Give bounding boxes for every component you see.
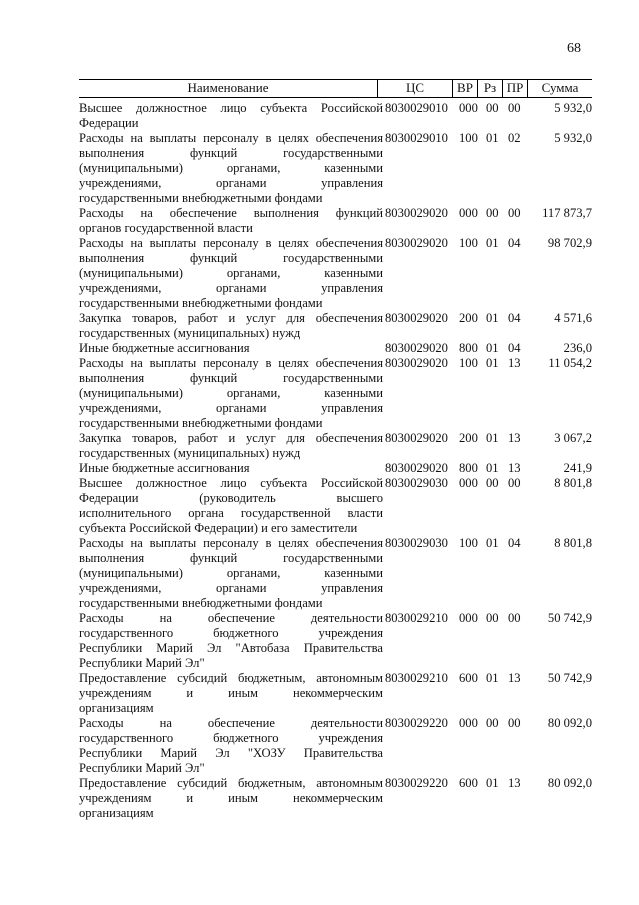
- row-name-line: государственными внебюджетными фондами: [79, 416, 323, 430]
- row-name-line: организациям: [79, 806, 154, 820]
- row-name-line: (муниципальными) органами, казенными: [79, 266, 383, 280]
- row-name: [79, 236, 383, 311]
- row-pr: 13: [508, 671, 521, 685]
- table-row: [79, 776, 592, 821]
- row-rz: 01: [486, 356, 499, 370]
- row-name: [79, 716, 383, 776]
- table-row: [79, 101, 592, 131]
- row-rz: 01: [486, 461, 499, 475]
- row-cs: 8030029020: [385, 461, 448, 475]
- row-rz: 01: [486, 311, 499, 325]
- row-rz: 00: [486, 611, 499, 625]
- row-name-line: учреждениями, органами управления: [79, 176, 383, 190]
- row-name-line: учреждениями, органами управления: [79, 401, 383, 415]
- table-row: [79, 131, 592, 206]
- header-name: Наименование: [187, 80, 269, 95]
- table-row: [79, 431, 592, 461]
- table-row: [79, 311, 592, 341]
- table-row: [79, 236, 592, 311]
- row-name: [79, 206, 383, 236]
- row-cs: 8030029210: [385, 611, 448, 625]
- row-sum: 4 571,6: [554, 311, 592, 325]
- row-name-line: государственных (муниципальных) нужд: [79, 326, 301, 340]
- row-sum: 80 092,0: [547, 716, 592, 730]
- row-name-line: Расходы на выплаты персоналу в целях обеспечения: [79, 536, 383, 550]
- row-rz: 00: [486, 716, 499, 730]
- row-rz: 01: [486, 131, 499, 145]
- row-pr: 00: [508, 206, 521, 220]
- page-number: 68: [567, 41, 581, 56]
- row-name: [79, 311, 383, 341]
- row-rz: 00: [486, 206, 499, 220]
- header-rz: Рз: [477, 80, 502, 97]
- row-cs: 8030029020: [385, 356, 448, 370]
- row-vr: 200: [459, 311, 478, 325]
- row-name-line: Республики Марий Эл": [79, 761, 205, 775]
- row-rz: 01: [486, 341, 499, 355]
- row-sum: 5 932,0: [554, 101, 592, 115]
- row-rz: 01: [486, 671, 499, 685]
- row-name: [79, 356, 383, 431]
- row-name-line: Иные бюджетные ассигнования: [79, 461, 250, 475]
- row-sum: 80 092,0: [547, 776, 592, 790]
- row-rz: 00: [486, 101, 499, 115]
- table-row: [79, 356, 592, 431]
- header-vr: ВР: [452, 80, 477, 97]
- row-cs: 8030029010: [385, 131, 448, 145]
- row-cs: 8030029030: [385, 476, 448, 490]
- row-pr: 04: [508, 536, 521, 550]
- table-body: [79, 98, 592, 821]
- row-name-line: государственными внебюджетными фондами: [79, 596, 323, 610]
- row-rz: 01: [486, 536, 499, 550]
- table-header: [79, 79, 592, 98]
- row-name-line: государственного бюджетного учреждения: [79, 626, 383, 640]
- row-sum: 50 742,9: [547, 671, 592, 685]
- row-vr: 800: [459, 461, 478, 475]
- header-pr: ПР: [502, 80, 527, 97]
- row-name-line: Республики Марий Эл "ХОЗУ Правительства: [79, 746, 383, 760]
- row-name-line: Расходы на выплаты персоналу в целях обеспечения: [79, 236, 383, 250]
- row-name-line: органов государственной власти: [79, 221, 253, 235]
- row-name-line: государственного бюджетного учреждения: [79, 731, 383, 745]
- row-sum: 11 054,2: [548, 356, 592, 370]
- budget-table: [79, 79, 592, 821]
- row-pr: 13: [508, 776, 521, 790]
- table-row: [79, 716, 592, 776]
- row-pr: 00: [508, 716, 521, 730]
- row-name-line: Закупка товаров, работ и услуг для обеспечения: [79, 311, 383, 325]
- row-sum: 117 873,7: [542, 206, 592, 220]
- row-name: [79, 776, 383, 821]
- row-pr: 13: [508, 461, 521, 475]
- row-name-line: Расходы на обеспечение деятельности: [79, 716, 383, 730]
- row-name-line: Республики Марий Эл": [79, 656, 205, 670]
- row-vr: 000: [459, 716, 478, 730]
- row-name-line: Расходы на обеспечение выполнения функций: [79, 206, 383, 220]
- row-name-line: Республики Марий Эл "Автобаза Правительства: [79, 641, 383, 655]
- row-vr: 200: [459, 431, 478, 445]
- row-vr: 000: [459, 611, 478, 625]
- row-pr: 04: [508, 236, 521, 250]
- row-vr: 000: [459, 206, 478, 220]
- row-sum: 5 932,0: [554, 131, 592, 145]
- row-rz: 01: [486, 431, 499, 445]
- row-name-line: Федерации (руководитель высшего: [79, 491, 383, 505]
- row-rz: 00: [486, 476, 499, 490]
- row-sum: 8 801,8: [554, 476, 592, 490]
- table-row: [79, 671, 592, 716]
- row-name: [79, 476, 383, 536]
- row-cs: 8030029010: [385, 101, 448, 115]
- table-row: [79, 461, 592, 476]
- table-row: [79, 341, 592, 356]
- row-name-line: (муниципальными) органами, казенными: [79, 386, 383, 400]
- row-cs: 8030029020: [385, 236, 448, 250]
- row-name-line: выполнения функций государственными: [79, 551, 383, 565]
- row-name: [79, 431, 383, 461]
- row-sum: 50 742,9: [547, 611, 592, 625]
- row-name: [79, 611, 383, 671]
- table-row: [79, 611, 592, 671]
- row-name-line: Закупка товаров, работ и услуг для обеспечения: [79, 431, 383, 445]
- row-name: [79, 671, 383, 716]
- row-name-line: Расходы на обеспечение деятельности: [79, 611, 383, 625]
- row-pr: 04: [508, 341, 521, 355]
- row-cs: 8030029020: [385, 341, 448, 355]
- row-name-line: Предоставление субсидий бюджетным, автономным: [79, 776, 383, 790]
- row-name: [79, 536, 383, 611]
- header-sum: Сумма: [527, 80, 592, 97]
- row-name-line: (муниципальными) органами, казенными: [79, 161, 383, 175]
- row-sum: 236,0: [563, 341, 592, 355]
- row-cs: 8030029220: [385, 716, 448, 730]
- row-vr: 600: [459, 776, 478, 790]
- row-sum: 3 067,2: [554, 431, 592, 445]
- row-sum: 98 702,9: [547, 236, 592, 250]
- row-name-line: исполнительного органа государственной власти: [79, 506, 383, 520]
- row-name-line: Иные бюджетные ассигнования: [79, 341, 250, 355]
- row-pr: 13: [508, 356, 521, 370]
- row-sum: 241,9: [563, 461, 592, 475]
- row-name-line: организациям: [79, 701, 154, 715]
- row-name-line: Высшее должностное лицо субъекта Российской: [79, 476, 383, 490]
- row-pr: 00: [508, 101, 521, 115]
- row-pr: 04: [508, 311, 521, 325]
- row-vr: 000: [459, 476, 478, 490]
- row-vr: 100: [459, 356, 478, 370]
- row-name-line: учреждениями, органами управления: [79, 281, 383, 295]
- row-vr: 600: [459, 671, 478, 685]
- row-cs: 8030029030: [385, 536, 448, 550]
- row-name-line: (муниципальными) органами, казенными: [79, 566, 383, 580]
- row-pr: 02: [508, 131, 521, 145]
- row-cs: 8030029020: [385, 431, 448, 445]
- row-name-line: выполнения функций государственными: [79, 371, 383, 385]
- row-name-line: выполнения функций государственными: [79, 251, 383, 265]
- row-sum: 8 801,8: [554, 536, 592, 550]
- row-rz: 01: [486, 236, 499, 250]
- row-name-line: государственными внебюджетными фондами: [79, 191, 323, 205]
- row-name-line: Федерации: [79, 116, 139, 130]
- row-name-line: Расходы на выплаты персоналу в целях обеспечения: [79, 131, 383, 145]
- row-cs: 8030029020: [385, 206, 448, 220]
- row-name: [79, 131, 383, 206]
- table-row: [79, 206, 592, 236]
- row-name-line: выполнения функций государственными: [79, 146, 383, 160]
- row-pr: 13: [508, 431, 521, 445]
- row-cs: 8030029220: [385, 776, 448, 790]
- row-pr: 00: [508, 611, 521, 625]
- row-name-line: учреждениями, органами управления: [79, 581, 383, 595]
- row-vr: 000: [459, 101, 478, 115]
- row-cs: 8030029210: [385, 671, 448, 685]
- row-name-line: Предоставление субсидий бюджетным, автономным: [79, 671, 383, 685]
- row-pr: 00: [508, 476, 521, 490]
- row-vr: 800: [459, 341, 478, 355]
- table-row: [79, 476, 592, 536]
- header-cs: ЦС: [377, 80, 452, 97]
- row-vr: 100: [459, 536, 478, 550]
- row-name-line: учреждениям и иным некоммерческим: [79, 791, 383, 805]
- row-name: [79, 461, 383, 476]
- row-name-line: государственных (муниципальных) нужд: [79, 446, 301, 460]
- row-name: [79, 101, 383, 131]
- row-rz: 01: [486, 776, 499, 790]
- table-row: [79, 536, 592, 611]
- row-cs: 8030029020: [385, 311, 448, 325]
- row-name-line: Высшее должностное лицо субъекта Российской: [79, 101, 383, 115]
- row-vr: 100: [459, 131, 478, 145]
- row-name-line: государственными внебюджетными фондами: [79, 296, 323, 310]
- row-name-line: учреждениям и иным некоммерческим: [79, 686, 383, 700]
- row-vr: 100: [459, 236, 478, 250]
- row-name: [79, 341, 383, 356]
- row-name-line: субъекта Российской Федерации) и его заместители: [79, 521, 358, 535]
- row-name-line: Расходы на выплаты персоналу в целях обеспечения: [79, 356, 383, 370]
